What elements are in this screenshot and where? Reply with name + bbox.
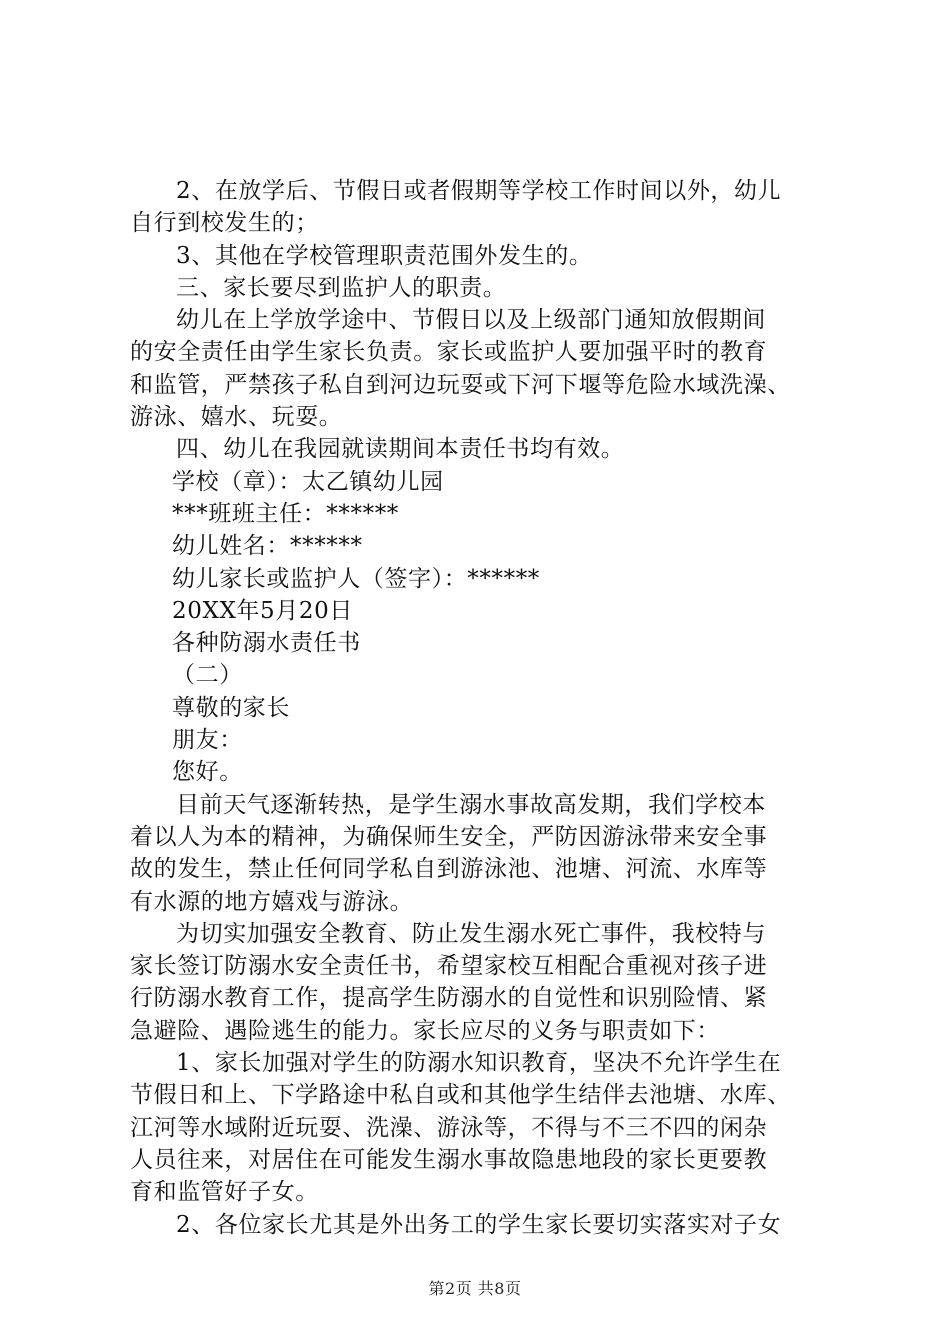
text-line: 幼儿在上学放学途中、节假日以及上级部门通知放假期间 bbox=[176, 307, 766, 334]
page-number-label: 第2页 共8页 bbox=[428, 1279, 522, 1298]
salutation: 朋友： bbox=[172, 727, 243, 754]
salutation: 尊敬的家长 bbox=[172, 694, 290, 721]
text-line: 目前天气逐渐转热，是学生溺水事故高发期，我们学校本 bbox=[176, 791, 766, 818]
document-title: 各种防溺水责任书 bbox=[172, 630, 361, 657]
text-line: 人员往来，对居住在可能发生溺水事故隐患地段的家长更要教 bbox=[130, 1146, 768, 1173]
signature-child-name: 幼儿姓名：****** bbox=[172, 533, 363, 560]
text-line: 急避险、遇险逃生的能力。家长应尽的义务与职责如下： bbox=[130, 1017, 720, 1044]
text-line: 故的发生，禁止任何同学私自到游泳池、池塘、河流、水库等 bbox=[130, 856, 768, 883]
text-line: 3、其他在学校管理职责范围外发生的。 bbox=[176, 242, 593, 269]
greeting: 您好。 bbox=[172, 759, 243, 786]
text-line: 有水源的地方嬉戏与游泳。 bbox=[130, 888, 414, 915]
signature-date: 20XX年5月20日 bbox=[172, 597, 353, 624]
signature-teacher: ***班班主任：****** bbox=[172, 500, 399, 527]
document-body bbox=[130, 175, 840, 1241]
text-line: 游泳、嬉水、玩耍。 bbox=[130, 404, 343, 431]
text-line: 节假日和上、下学路途中私自或和其他学生结伴去池塘、水库、 bbox=[130, 1082, 791, 1109]
text-line: 行防溺水教育工作，提高学生防溺水的自觉性和识别险情、紧 bbox=[130, 985, 768, 1012]
document-subtitle: （二） bbox=[172, 662, 243, 689]
text-line: 的安全责任由学生家长负责。家长或监护人要加强平时的教育 bbox=[130, 339, 768, 366]
text-line: 江河等水域附近玩耍、洗澡、游泳等，不得与不三不四的闲杂 bbox=[130, 1114, 768, 1141]
text-line: 2、各位家长尤其是外出务工的学生家长要切实落实对子女 bbox=[176, 1211, 782, 1238]
text-line: 为切实加强安全教育、防止发生溺水死亡事件，我校特与 bbox=[176, 920, 766, 947]
section-heading: 四、幼儿在我园就读期间本责任书均有效。 bbox=[176, 436, 625, 463]
section-heading: 三、家长要尽到监护人的职责。 bbox=[176, 274, 507, 301]
text-line: 自行到校发生的； bbox=[130, 210, 319, 237]
text-line: 育和监管好子女。 bbox=[130, 1179, 319, 1206]
page-footer bbox=[0, 1276, 950, 1299]
signature-school: 学校（章）：太乙镇幼儿园 bbox=[172, 468, 444, 495]
text-line: 家长签订防溺水安全责任书，希望家校互相配合重视对孩子进 bbox=[130, 953, 768, 980]
signature-guardian: 幼儿家长或监护人（签字）：****** bbox=[172, 565, 540, 592]
text-line: 1、家长加强对学生的防溺水知识教育，坚决不允许学生在 bbox=[176, 1050, 782, 1077]
text-line: 和监管，严禁孩子私自到河边玩耍或下河下堰等危险水域洗澡、 bbox=[130, 371, 791, 398]
text-line: 2、在放学后、节假日或者假期等学校工作时间以外，幼儿 bbox=[176, 178, 782, 204]
text-line: 着以人为本的精神，为确保师生安全，严防因游泳带来安全事 bbox=[130, 823, 768, 850]
